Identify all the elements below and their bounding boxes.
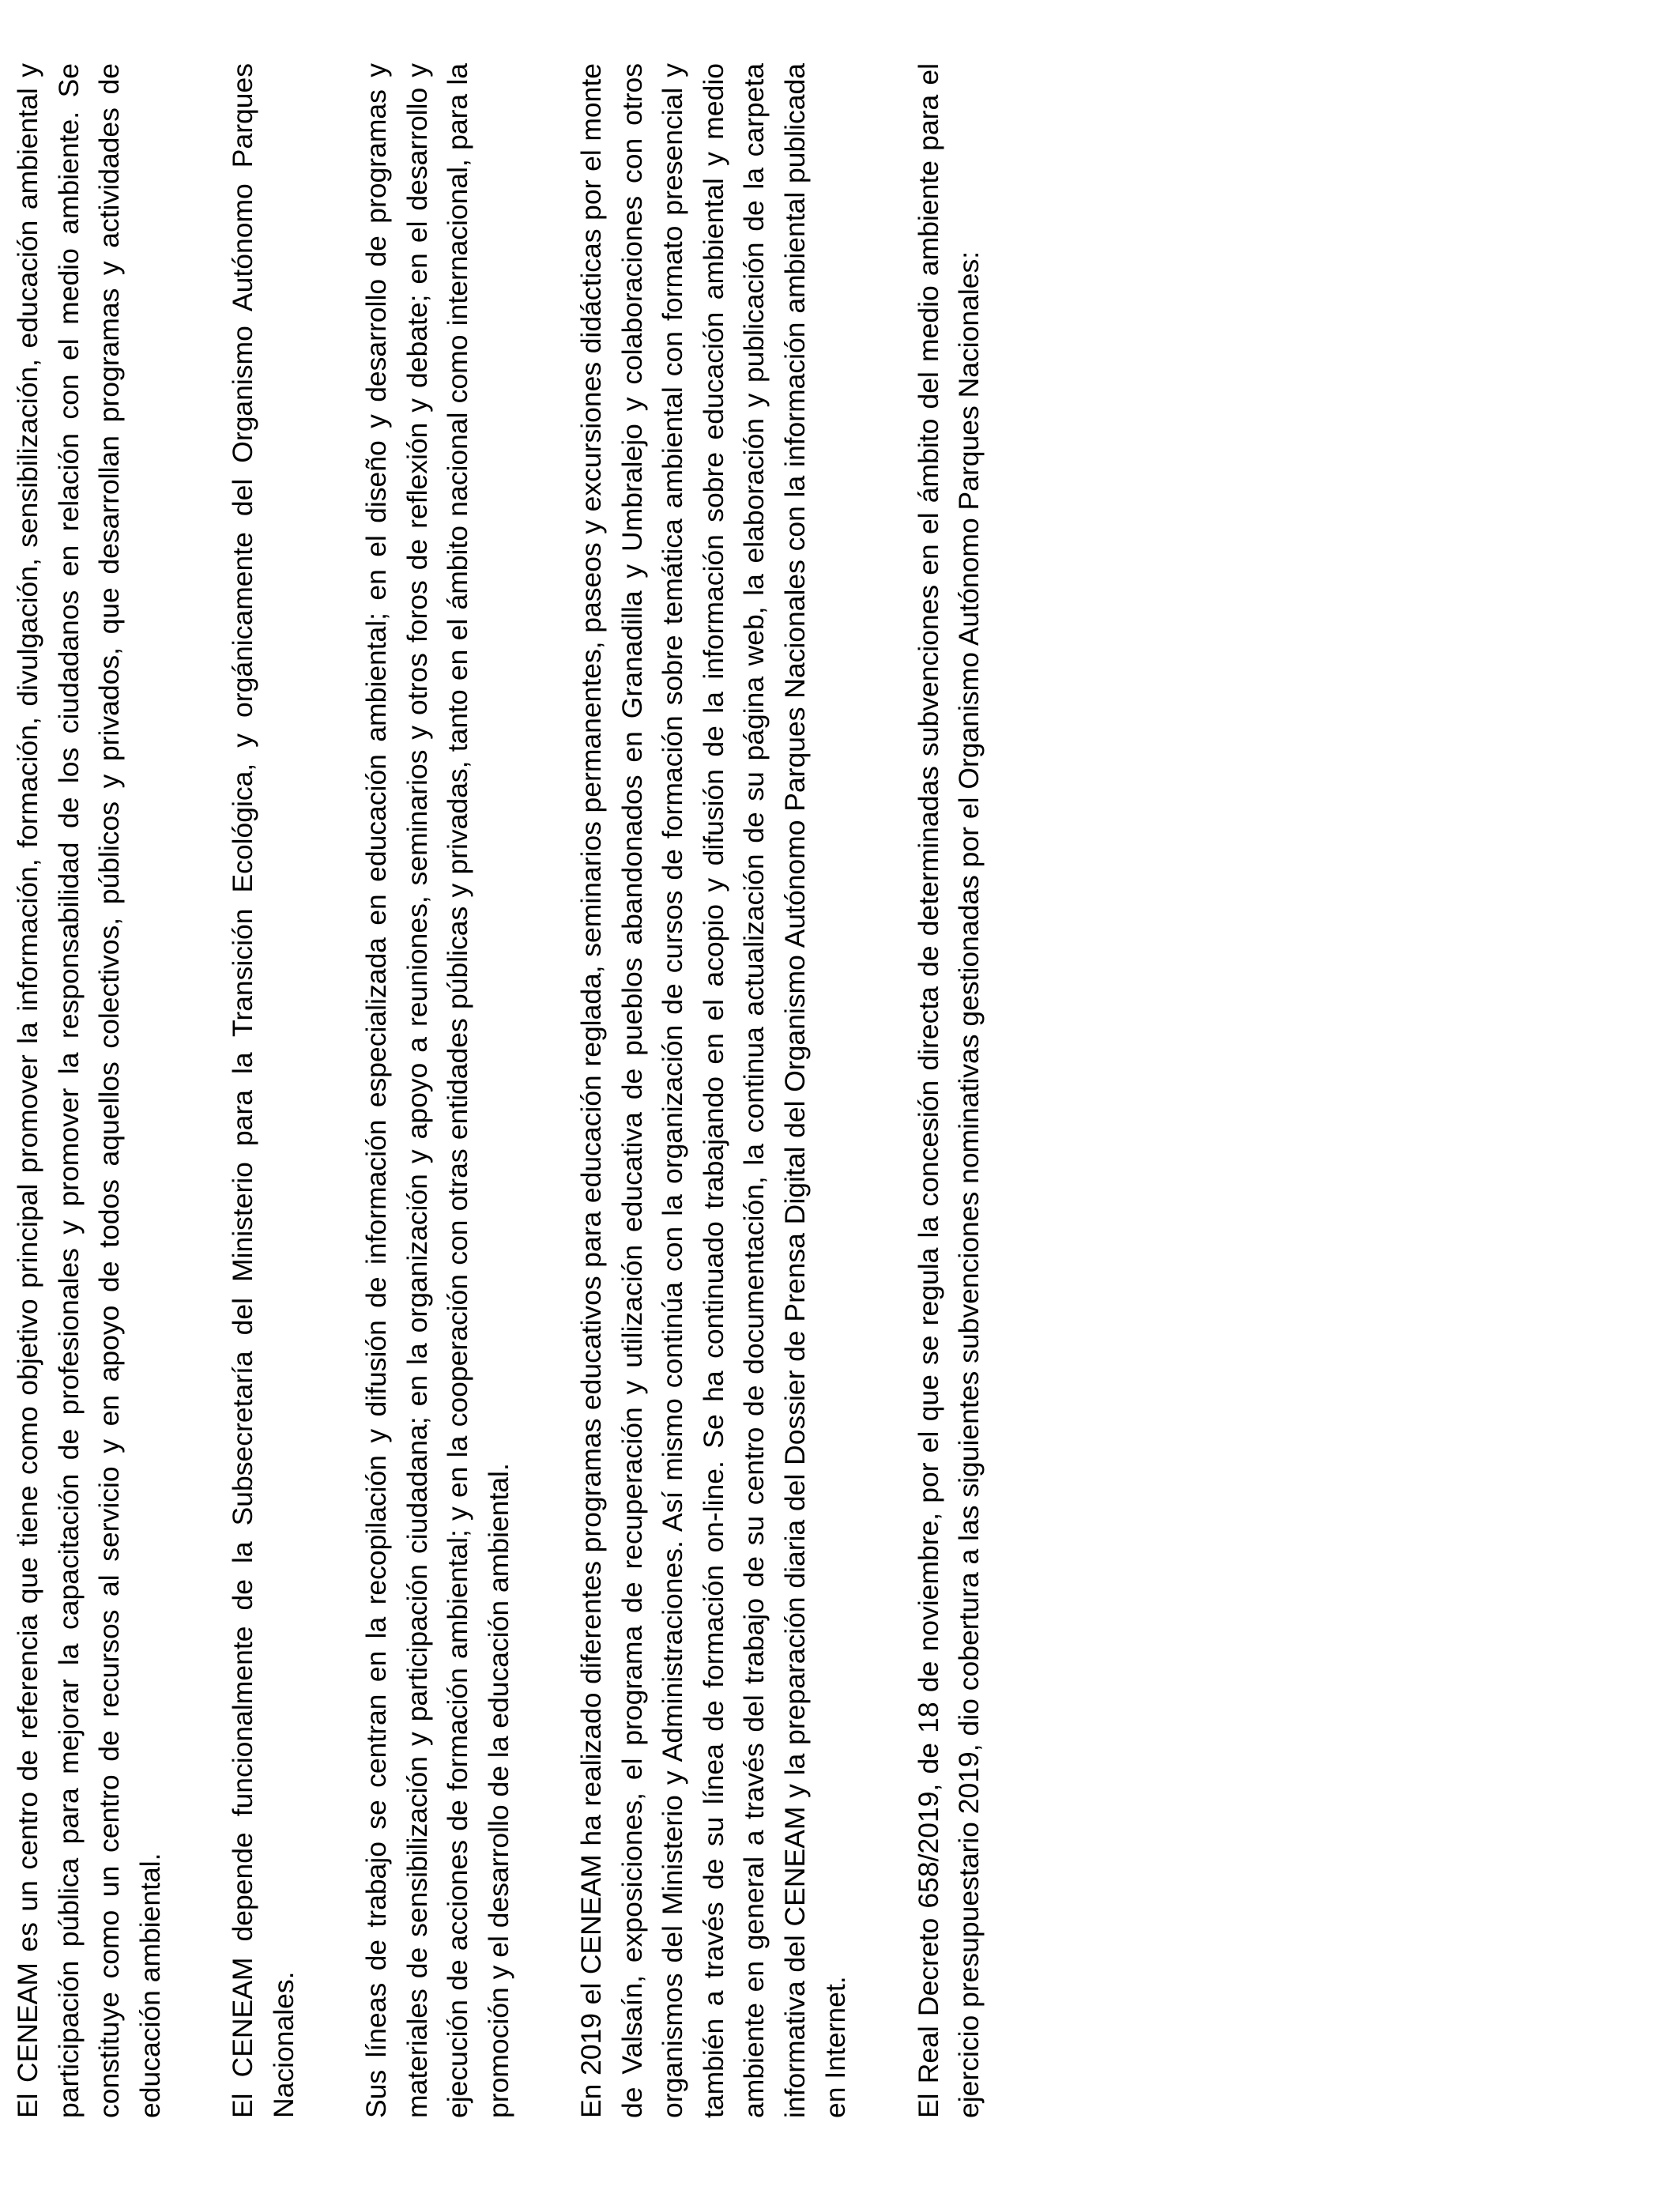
paragraph-ceneam-intro: El CENEAM es un centro de referencia que tiene como objetivo principal promover la información, formación, divulgación, sensibilización, educación ambiental y participación pública para mejorar la capacitación de profesionales y promover la responsabilidad de los ciudadanos en relación con el medio ambiente. Se constituye como un centro de recursos al servicio y en apoyo de todos aquellos colectivos, públicos y privados, que desarrollan programas y actividades de educación ambiental.: [12, 63, 166, 2118]
paragraph-lineas-trabajo: Sus líneas de trabajo se centran en la recopilación y difusión de información especializada en educación ambiental; en el diseño y desarrollo de programas y materiales de sensibilización y participación ciudadana; en la organización y apoyo a reuniones, seminarios y otros foros de reflexión y debate; en el desarrollo y ejecución de acciones de formación ambiental; y en la cooperación con otras entidades públicas y privadas, tanto en el ámbito nacional como internacional, para la promoción y el desarrollo de la educación ambiental.: [360, 63, 514, 2118]
paragraph-actividades-2019: En 2019 el CENEAM ha realizado diferentes programas educativos para educación reglada, seminarios permanentes, paseos y excursiones didácticas por el monte de Valsaín, exposiciones, el programa de recuperación y utilización educativa de pueblos abandonados en Granadilla y Umbralejo y colaboraciones con otros organismos del Ministerio y Administraciones. Así mismo continúa con la organización de cursos de formación sobre temática ambiental con formato presencial y también a través de su línea de formación on-line. Se ha continuado trabajando en el acopio y difusión de la información sobre educación ambiental y medio ambiente en general a través del trabajo de su centro de documentación, la continua actualización de su página web, la elaboración y publicación de la carpeta informativa del CENEAM y la preparación diaria del Dossier de Prensa Digital del Organismo Autónomo Parques Nacionales con la información ambiental publicada en Internet.: [575, 63, 851, 2118]
paragraph-ceneam-dependencia: El CENEAM depende funcionalmente de la Subsecretaría del Ministerio para la Transición Ecológica, y orgánicamente del Organismo Autónomo Parques Nacionales.: [227, 63, 299, 2118]
document-page: [8, 63, 1225, 2118]
paragraph-real-decreto: El Real Decreto 658/2019, de 18 de noviembre, por el que se regula la concesión directa de determinadas subvenciones en el ámbito del medio ambiente para el ejercicio presupuestario 2019, dio cobertura a las siguientes subvenciones nominativas gestionadas por el Organismo Autónomo Parques Nacionales:: [912, 63, 985, 2118]
